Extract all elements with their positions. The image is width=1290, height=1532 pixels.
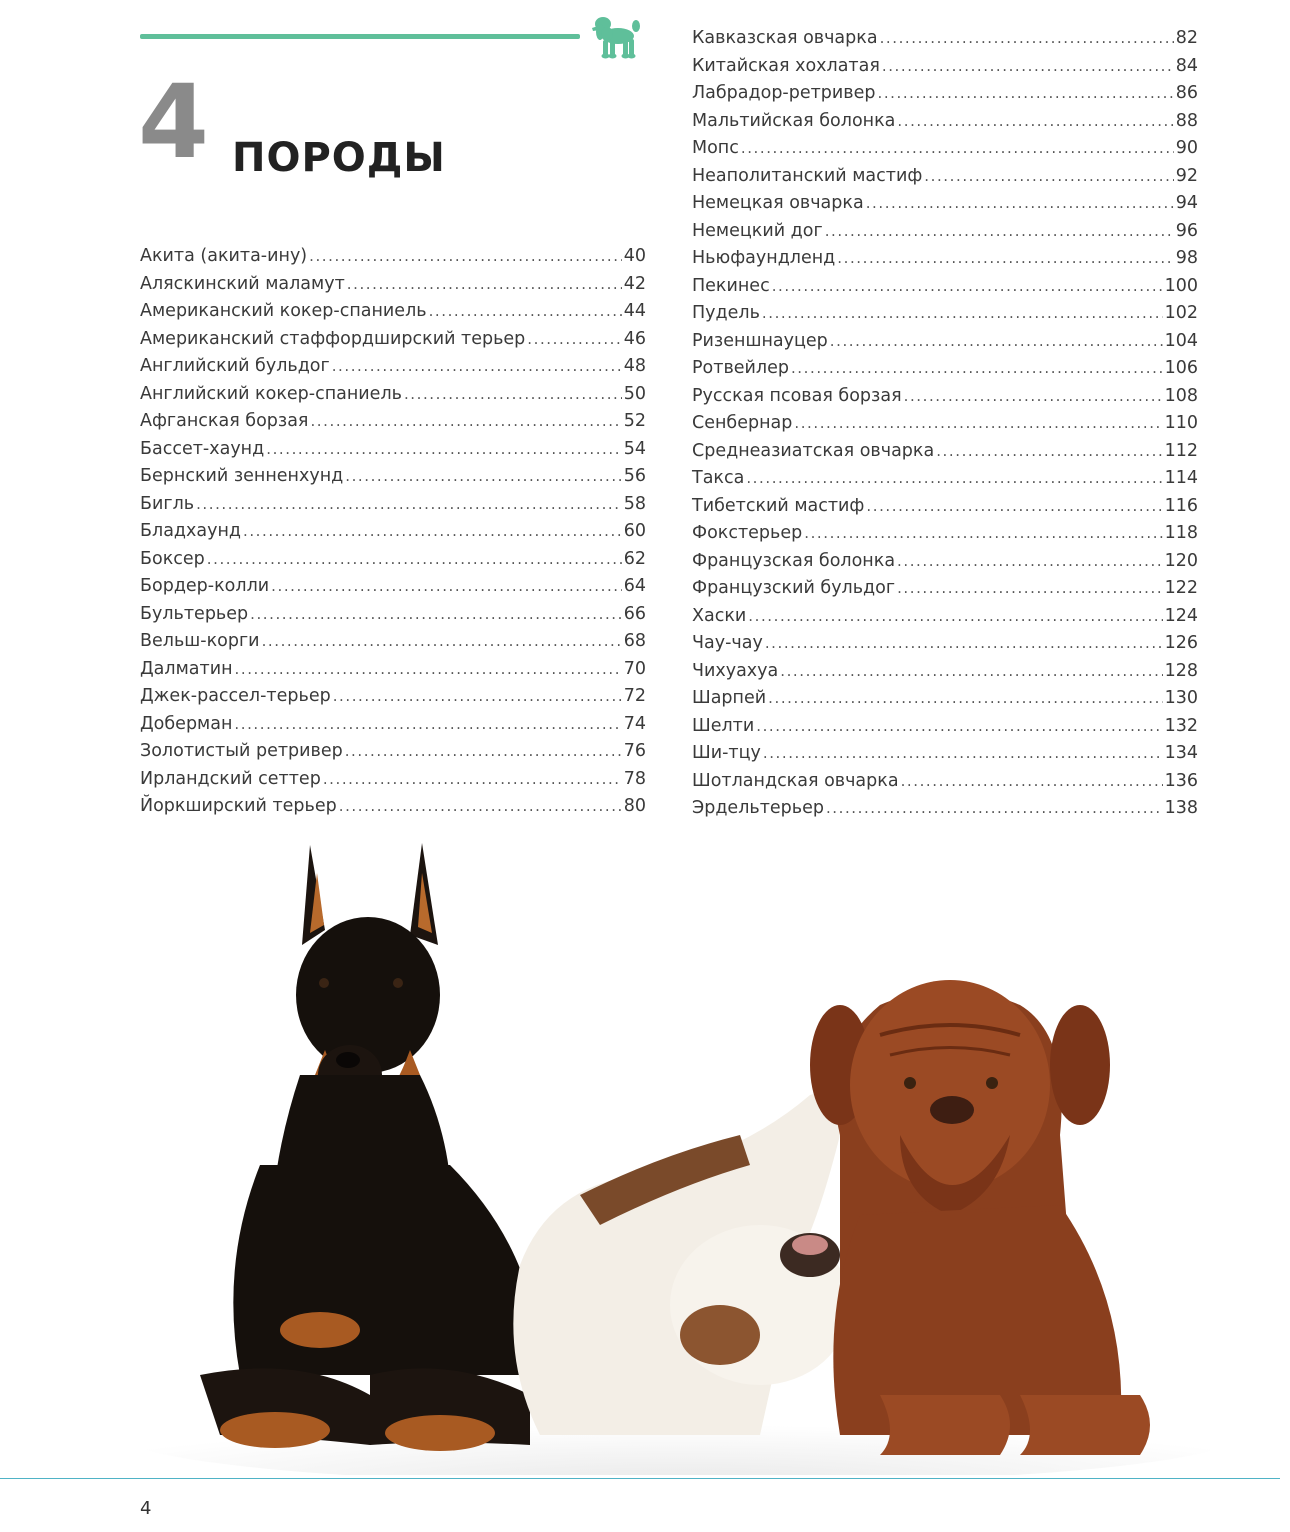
dogs-photo (120, 835, 1210, 1475)
toc-entry (692, 273, 1198, 301)
toc-entry-page: 44 (623, 301, 646, 321)
toc-entry-name: Пудель (692, 303, 760, 323)
toc-entry-name: Бигль (140, 493, 195, 514)
toc-entry-name: Фокстерьер (692, 523, 803, 543)
toc-entry-page: 94 (1175, 193, 1198, 213)
toc-entry-page: 64 (623, 576, 646, 596)
toc-entry (140, 326, 646, 354)
toc-entry (140, 628, 646, 656)
toc-entry (140, 353, 646, 381)
toc-entry (692, 245, 1198, 273)
toc-dot-leader (897, 108, 1173, 136)
toc-entry-name: Доберман (140, 713, 233, 734)
toc-entry-page: 54 (623, 438, 646, 459)
toc-entry (140, 766, 646, 794)
toc-entry (692, 383, 1198, 411)
toc-entry-name: Мопс (692, 138, 739, 158)
toc-dot-leader (196, 491, 622, 519)
toc-entry (140, 436, 646, 464)
toc-entry-name: Боксер (140, 548, 205, 569)
toc-dot-leader (826, 795, 1163, 823)
toc-entry-name: Ризеншнауцер (692, 330, 828, 351)
toc-entry-page: 104 (1164, 330, 1198, 351)
toc-entry-page: 108 (1164, 385, 1198, 406)
toc-entry-name: Эрдельтерьер (692, 798, 824, 818)
toc-dot-leader (262, 628, 622, 656)
toc-entry (140, 518, 646, 546)
toc-dot-leader (207, 546, 622, 574)
toc-entry (692, 713, 1198, 741)
toc-entry-name: Немецкая овчарка (692, 193, 864, 213)
toc-entry-page: 80 (623, 796, 646, 816)
toc-entry (692, 768, 1198, 796)
toc-dot-leader (901, 768, 1163, 796)
toc-entry (140, 408, 646, 436)
toc-dot-leader (250, 601, 622, 629)
toc-dot-leader (897, 575, 1163, 603)
toc-entry-name: Ши-тцу (692, 743, 761, 763)
toc-entry-page: 68 (623, 631, 646, 651)
toc-entry (692, 438, 1198, 466)
toc-entry (692, 520, 1198, 548)
header-rule (140, 34, 580, 39)
toc-entry-page: 138 (1164, 798, 1198, 818)
toc-entry-page: 72 (623, 686, 646, 706)
toc-entry (140, 491, 646, 519)
toc-entry (692, 300, 1198, 328)
toc-entry-name: Бернский зенненхунд (140, 466, 344, 486)
toc-dot-leader (756, 713, 1162, 741)
toc-dot-leader (904, 383, 1163, 411)
toc-entry (692, 575, 1198, 603)
toc-dot-leader (897, 548, 1163, 576)
toc-dot-leader (791, 355, 1163, 383)
toc-dot-leader (234, 711, 621, 739)
toc-entry-name: Джек-рассел-терьер (140, 686, 331, 706)
toc-entry-page: 126 (1164, 633, 1198, 653)
toc-dot-leader (765, 630, 1163, 658)
toc-entry (692, 795, 1198, 823)
toc-entry-page: 78 (623, 768, 646, 789)
toc-entry (140, 738, 646, 766)
toc-entry-page: 88 (1175, 110, 1198, 131)
toc-dot-leader (924, 163, 1173, 191)
toc-entry-name: Кавказская овчарка (692, 28, 878, 48)
chapter-title: ПОРОДЫ (232, 135, 446, 181)
toc-entry-page: 82 (1175, 28, 1198, 48)
toc-dot-leader (762, 300, 1163, 328)
toc-entry-page: 100 (1164, 275, 1198, 296)
toc-entry (692, 685, 1198, 713)
toc-dot-leader (768, 685, 1162, 713)
toc-entry-name: Тибетский мастиф (692, 495, 865, 516)
toc-entry-page: 134 (1164, 743, 1198, 763)
toc-entry-page: 76 (623, 741, 646, 761)
toc-entry-name: Йоркширский терьер (140, 796, 337, 816)
toc-entry (692, 410, 1198, 438)
toc-dot-leader (266, 436, 621, 464)
toc-entry (692, 603, 1198, 631)
toc-dot-leader (345, 463, 621, 491)
toc-dot-leader (866, 190, 1174, 218)
toc-entry (140, 271, 646, 299)
toc-dot-leader (880, 25, 1174, 53)
chapter-number: 4 (138, 63, 207, 182)
toc-entry-page: 98 (1175, 248, 1198, 268)
toc-entry-page: 48 (623, 356, 646, 376)
toc-entry-page: 52 (623, 411, 646, 431)
toc-entry-name: Китайская хохлатая (692, 55, 880, 76)
toc-entry-page: 116 (1164, 495, 1198, 516)
toc-entry-name: Далматин (140, 658, 233, 679)
toc-entry-name: Мальтийская болонка (692, 110, 896, 131)
toc-entry-page: 102 (1164, 303, 1198, 323)
toc-entry-page: 56 (623, 466, 646, 486)
toc-dot-leader (310, 408, 621, 436)
toc-entry-name: Бордер-колли (140, 576, 270, 596)
toc-entry-page: 84 (1175, 55, 1198, 76)
toc-entry (692, 493, 1198, 521)
toc-entry-name: Акита (акита-ину) (140, 246, 308, 266)
toc-entry (692, 25, 1198, 53)
toc-entry-page: 106 (1164, 358, 1198, 378)
toc-entry-page: 112 (1164, 440, 1198, 461)
toc-dot-leader (830, 328, 1163, 356)
toc-entry (140, 573, 646, 601)
toc-entry-page: 58 (623, 493, 646, 514)
toc-entry-page: 60 (623, 521, 646, 541)
toc-entry-name: Американский стаффордширский терьер (140, 328, 526, 349)
toc-entry (140, 463, 646, 491)
toc-entry-name: Шелти (692, 715, 755, 736)
toc-dot-leader (748, 603, 1162, 631)
toc-entry (692, 548, 1198, 576)
toc-entry (692, 218, 1198, 246)
page-number: 4 (140, 1498, 152, 1519)
toc-dot-leader (825, 218, 1174, 246)
toc-entry-page: 90 (1175, 138, 1198, 158)
toc-dot-leader (837, 245, 1173, 273)
toc-left-column (140, 243, 646, 821)
toc-entry (140, 656, 646, 684)
toc-entry-page: 110 (1164, 413, 1198, 433)
toc-entry-page: 62 (623, 548, 646, 569)
toc-entry (140, 683, 646, 711)
toc-entry-name: Аляскинский маламут (140, 273, 345, 294)
toc-entry (140, 601, 646, 629)
toc-entry (692, 108, 1198, 136)
toc-entry (692, 53, 1198, 81)
toc-entry (692, 163, 1198, 191)
toc-entry-page: 74 (623, 713, 646, 734)
toc-entry-name: Бассет-хаунд (140, 438, 265, 459)
toc-entry-page: 96 (1175, 220, 1198, 241)
toc-entry-page: 86 (1175, 83, 1198, 103)
toc-dot-leader (804, 520, 1162, 548)
toc-entry-name: Шарпей (692, 688, 767, 708)
toc-entry-page: 130 (1164, 688, 1198, 708)
toc-entry-name: Чихуахуа (692, 660, 779, 681)
toc-entry (140, 381, 646, 409)
toc-dot-leader (271, 573, 622, 601)
toc-dot-leader (780, 658, 1162, 686)
toc-entry-name: Бладхаунд (140, 521, 241, 541)
toc-entry-name: Пекинес (692, 275, 770, 296)
toc-entry-name: Чау-чау (692, 633, 763, 653)
toc-entry (140, 243, 646, 271)
toc-dot-leader (323, 766, 622, 794)
toc-entry-page: 132 (1164, 715, 1198, 736)
toc-entry-name: Бультерьер (140, 603, 249, 624)
toc-entry-name: Французская болонка (692, 550, 896, 571)
toc-entry-page: 122 (1164, 578, 1198, 598)
footer-rule (0, 1478, 1280, 1479)
toc-dot-leader (882, 53, 1174, 81)
toc-entry (140, 793, 646, 821)
toc-entry (692, 328, 1198, 356)
toc-entry-name: Шотландская овчарка (692, 770, 899, 791)
toc-entry-name: Французский бульдог (692, 578, 896, 598)
toc-dot-leader (746, 465, 1162, 493)
toc-entry-name: Ротвейлер (692, 358, 789, 378)
toc-dot-leader (794, 410, 1162, 438)
toc-dot-leader (339, 793, 622, 821)
toc-entry (692, 80, 1198, 108)
toc-entry-page: 118 (1164, 523, 1198, 543)
toc-dot-leader (772, 273, 1163, 301)
toc-dot-leader (309, 243, 622, 271)
toc-entry-page: 92 (1175, 165, 1198, 186)
toc-dot-leader (429, 298, 622, 326)
toc-dot-leader (741, 135, 1174, 163)
toc-entry-name: Такса (692, 468, 745, 488)
toc-entry (140, 711, 646, 739)
poodle-silhouette-icon (590, 12, 642, 60)
toc-entry-name: Лабрадор-ретривер (692, 83, 876, 103)
toc-entry-name: Вельш-корги (140, 631, 260, 651)
toc-entry-name: Неаполитанский мастиф (692, 165, 923, 186)
toc-entry-page: 70 (623, 658, 646, 679)
toc-dot-leader (235, 656, 622, 684)
toc-entry (692, 465, 1198, 493)
toc-entry-name: Золотистый ретривер (140, 741, 343, 761)
toc-entry-page: 40 (623, 246, 646, 266)
toc-entry (140, 546, 646, 574)
toc-entry-name: Афганская борзая (140, 411, 309, 431)
toc-dot-leader (936, 438, 1162, 466)
toc-entry-page: 124 (1164, 605, 1198, 626)
toc-entry (692, 740, 1198, 768)
toc-right-column (692, 25, 1198, 823)
toc-dot-leader (332, 353, 622, 381)
toc-dot-leader (345, 738, 622, 766)
toc-entry-page: 120 (1164, 550, 1198, 571)
toc-entry (140, 298, 646, 326)
toc-dot-leader (763, 740, 1163, 768)
toc-entry-page: 50 (623, 383, 646, 404)
toc-entry-page: 128 (1164, 660, 1198, 681)
toc-entry-name: Американский кокер-спаниель (140, 301, 427, 321)
toc-entry (692, 190, 1198, 218)
toc-dot-leader (866, 493, 1162, 521)
toc-entry-name: Немецкий дог (692, 220, 823, 241)
toc-entry-page: 42 (623, 273, 646, 294)
toc-dot-leader (243, 518, 622, 546)
toc-entry-page: 114 (1164, 468, 1198, 488)
toc-entry-name: Английский бульдог (140, 356, 330, 376)
toc-dot-leader (877, 80, 1173, 108)
toc-entry (692, 355, 1198, 383)
toc-entry (692, 658, 1198, 686)
toc-entry-page: 46 (623, 328, 646, 349)
toc-dot-leader (527, 326, 621, 354)
toc-entry-name: Русская псовая борзая (692, 385, 902, 406)
toc-entry (692, 630, 1198, 658)
toc-entry-page: 66 (623, 603, 646, 624)
toc-entry (692, 135, 1198, 163)
toc-dot-leader (347, 271, 622, 299)
toc-entry-name: Английский кокер-спаниель (140, 383, 402, 404)
toc-entry-name: Ньюфаундленд (692, 248, 836, 268)
toc-entry-name: Хаски (692, 605, 747, 626)
toc-entry-name: Сенбернар (692, 413, 793, 433)
toc-entry-page: 136 (1164, 770, 1198, 791)
toc-dot-leader (404, 381, 622, 409)
toc-entry-name: Ирландский сеттер (140, 768, 321, 789)
toc-dot-leader (333, 683, 622, 711)
toc-entry-name: Среднеазиатская овчарка (692, 440, 935, 461)
